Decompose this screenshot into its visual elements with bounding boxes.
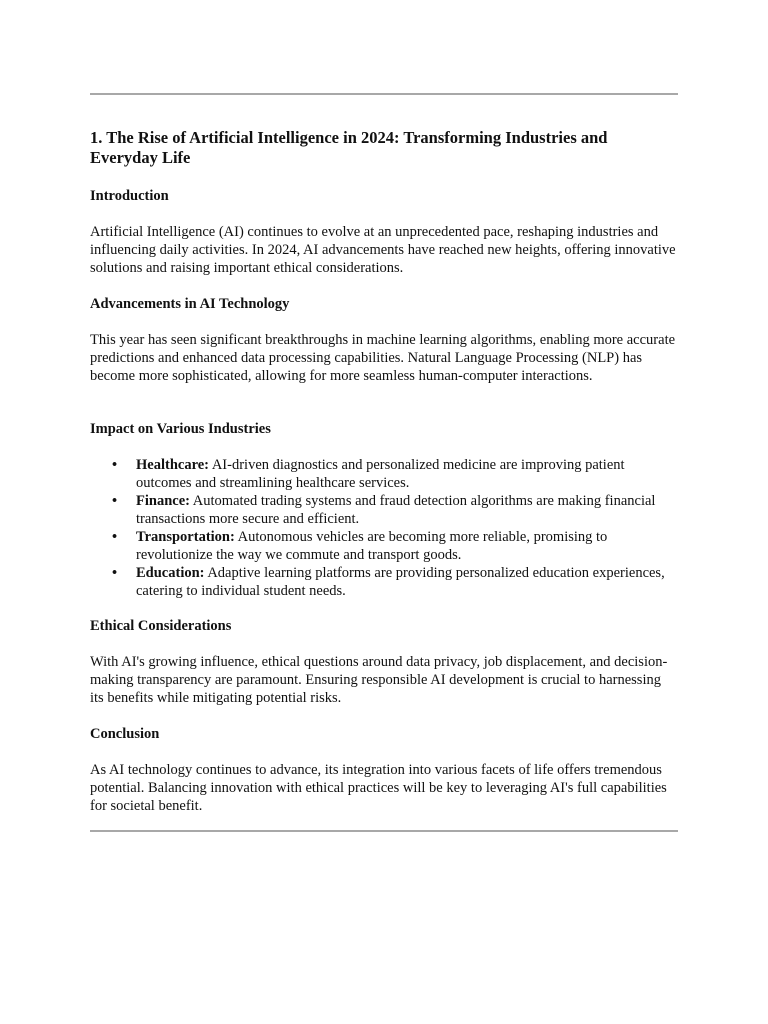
article-title: 1. The Rise of Artificial Intelligence in 2024: Transforming Industries and Everyday Life bbox=[90, 128, 608, 167]
industries-list bbox=[90, 456, 678, 600]
list-item-text: Automated trading systems and fraud detection algorithms are making financial transactions more secure and efficient. bbox=[136, 493, 656, 527]
list-item-term: Transportation: bbox=[136, 529, 235, 545]
ethics-paragraph: With AI's growing influence, ethical questions around data privacy, job displacement, and decision-making transparency are paramount. Ensuring responsible AI development is crucial to harnessing its benefits while mitigating potential risks. bbox=[90, 654, 668, 706]
introduction-heading: Introduction bbox=[90, 188, 169, 204]
list-item-term: Healthcare: bbox=[136, 457, 210, 473]
list-item-term: Finance: bbox=[136, 493, 190, 509]
list-item-education bbox=[90, 564, 678, 600]
bullet-icon: • bbox=[112, 493, 118, 509]
conclusion-heading: Conclusion bbox=[90, 726, 160, 742]
list-item-healthcare bbox=[90, 456, 678, 492]
ethics-heading: Ethical Considerations bbox=[90, 618, 232, 634]
list-item-finance bbox=[90, 492, 678, 528]
conclusion-paragraph: As AI technology continues to advance, its integration into various facets of life offers tremendous potential. Balancing innovation with ethical practices will be key to leveraging AI's full capabilities for societal benefit. bbox=[90, 762, 667, 814]
list-item-text: Adaptive learning platforms are providing personalized education experiences, catering to individual student needs. bbox=[136, 565, 665, 599]
list-item-transportation bbox=[90, 528, 678, 564]
introduction-paragraph: Artificial Intelligence (AI) continues to evolve at an unprecedented pace, reshaping industries and influencing daily activities. In 2024, AI advancements have reached new heights, offering innovative solutions and raising important ethical considerations. bbox=[90, 224, 676, 276]
top-divider bbox=[90, 93, 678, 95]
bullet-icon: • bbox=[112, 565, 118, 581]
advancements-heading: Advancements in AI Technology bbox=[90, 296, 290, 312]
impact-heading: Impact on Various Industries bbox=[90, 421, 271, 437]
bottom-divider bbox=[90, 830, 678, 832]
bullet-icon: • bbox=[112, 457, 118, 473]
list-item-text: AI-driven diagnostics and personalized medicine are improving patient outcomes and streamlining healthcare services. bbox=[136, 457, 625, 491]
bullet-icon: • bbox=[112, 529, 118, 545]
list-item-term: Education: bbox=[136, 565, 205, 581]
list-item-text: Autonomous vehicles are becoming more reliable, promising to revolutionize the way we commute and transport goods. bbox=[136, 529, 608, 563]
advancements-paragraph: This year has seen significant breakthroughs in machine learning algorithms, enabling more accurate predictions and enhanced data processing capabilities. Natural Language Processing (NLP) has become more sophisticated, allowing for more seamless human-computer interactions. bbox=[90, 332, 676, 384]
